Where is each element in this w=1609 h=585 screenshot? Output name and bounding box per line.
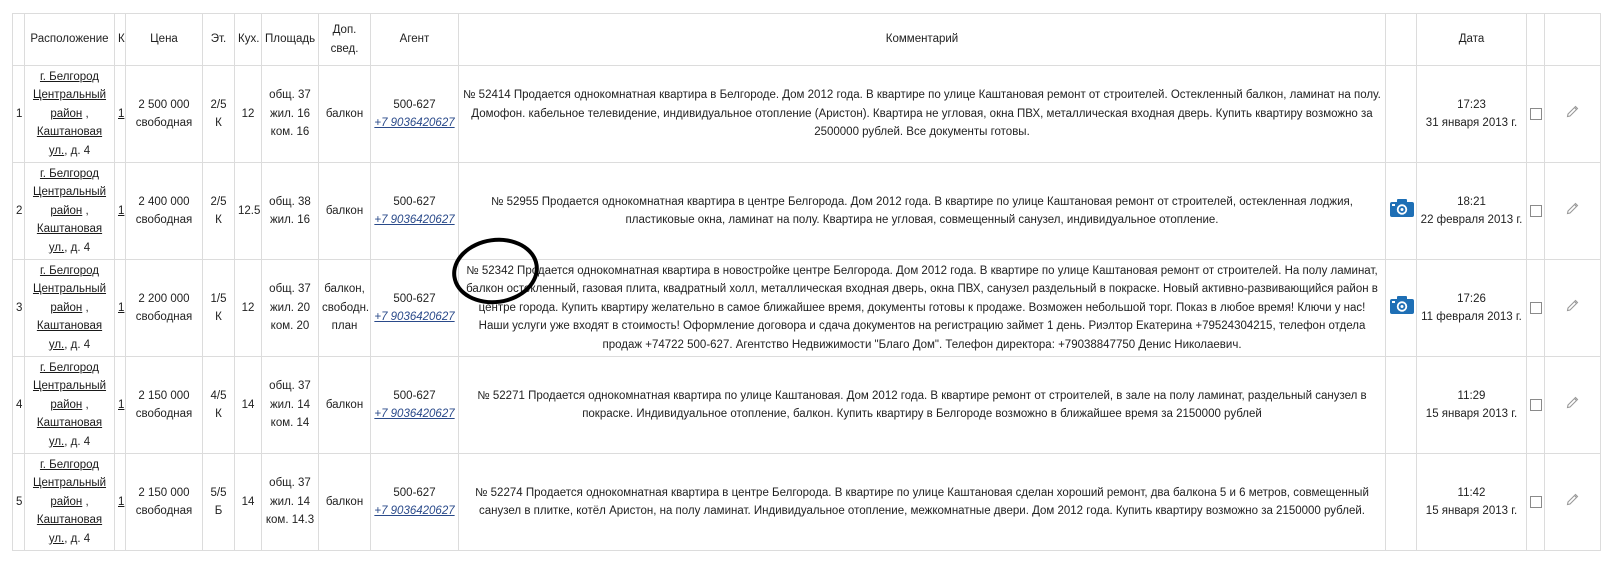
location-comma: ,	[85, 495, 89, 508]
kitchen-cell: 12	[235, 66, 262, 163]
header-agent[interactable]: Агент	[371, 14, 459, 66]
comment-cell: № 52342 Продается однокомнатная квартира в новостройке центре Белгорода. Дом 2012 года. В квартире по улице Каштановая ремонт от строителей. На полу ламинат, балкон остекленный, газовая плита, квадратный холл, металлическая входная дверь, окна ПВХ, санузел раздельный в покраске. Новый активно-развивающийся район в центре города. Купить квартиру желательно в самое ближайшее время, документы готовы к продаже. Возможен небольшой торг. Показ в любое время! Ключи у нас! Наши услуги уже входят в стоимость! Оформление договора и сдача документов на регистрацию займет 1 день. Риэлтор Екатерина +79524304215, телефон отдела продаж +74722 500-627. Агентство Недвижимости "Благо Дом". Телефон директора: +79038847750 Денис Николаевич.	[459, 260, 1386, 357]
camera-icon[interactable]	[1389, 295, 1415, 322]
district-link[interactable]	[33, 380, 106, 411]
actions-cell	[1545, 163, 1601, 260]
header-rooms[interactable]: К	[115, 14, 126, 66]
floor-cell: 1/5 К	[203, 260, 235, 357]
price-cell	[126, 357, 203, 454]
actions-cell	[1545, 260, 1601, 357]
price-note: свободная	[135, 408, 193, 420]
header-floor[interactable]: Эт.	[203, 14, 235, 66]
district-line2: район	[50, 495, 83, 508]
area-cell	[262, 66, 319, 163]
location-comma: ,	[85, 204, 89, 217]
area-cell	[262, 454, 319, 551]
price-cell	[126, 260, 203, 357]
date-cell	[1417, 260, 1527, 357]
row-number: 5	[13, 454, 25, 551]
location-cell	[25, 454, 115, 551]
actions-cell	[1545, 66, 1601, 163]
rooms-link[interactable]: 1	[118, 495, 125, 508]
street-line2: ул.	[48, 241, 65, 254]
price-cell	[126, 454, 203, 551]
select-cell	[1527, 163, 1545, 260]
header-photo	[1386, 14, 1417, 66]
district-line1: Центральный	[32, 477, 107, 490]
pencil-icon[interactable]	[1566, 201, 1580, 222]
price-cell	[126, 66, 203, 163]
price-value: 2 500 000	[138, 98, 190, 111]
district-line2: район	[50, 398, 83, 411]
location-cell	[25, 357, 115, 454]
kitchen-cell: 14	[235, 357, 262, 454]
house-number: , д. 4	[64, 532, 91, 545]
extra-cell	[319, 163, 371, 260]
area-living: жил. 20	[269, 301, 310, 314]
kitchen-cell: 12	[235, 260, 262, 357]
table-header-row	[13, 14, 1601, 66]
photo-cell	[1386, 163, 1417, 260]
floor-cell: 2/5 К	[203, 163, 235, 260]
select-cell	[1527, 66, 1545, 163]
area-cell	[262, 163, 319, 260]
header-comment: Комментарий	[459, 14, 1386, 66]
photo-cell	[1386, 357, 1417, 454]
area-room: ком. 20	[270, 320, 310, 333]
rooms-cell	[115, 357, 126, 454]
extra-line1: балкон,	[324, 283, 365, 296]
street-line1: Каштановая	[36, 320, 103, 333]
post-time: 11:42	[1457, 486, 1486, 499]
street-line2: ул.	[48, 338, 65, 351]
district-line1: Центральный	[32, 186, 107, 199]
location-comma: ,	[85, 398, 89, 411]
extra-line1: балкон	[325, 495, 364, 508]
date-cell	[1417, 163, 1527, 260]
row-number: 2	[13, 163, 25, 260]
district-line1: Центральный	[32, 283, 107, 296]
post-time: 18:21	[1457, 195, 1486, 208]
row-number: 3	[13, 260, 25, 357]
table-row	[13, 66, 1601, 163]
comment-cell: № 52414 Продается однокомнатная квартира в Белгороде. Дом 2012 года. В квартире по улице Каштановая ремонт от строителей. Остекленный балкон, ламинат на полу. Домофон. кабельное телевидение, индивидуальное отопление (Аристон). Квартира не угловая, окна ПВХ, металлическая входная дверь. Купить квартиру возможно за 2500000 рублей. Все документы готовы.	[459, 66, 1386, 163]
street-line1: Каштановая	[36, 514, 103, 527]
rooms-cell	[115, 260, 126, 357]
header-kitchen[interactable]: Кух.	[235, 14, 262, 66]
extra-line1: балкон	[325, 204, 364, 217]
rooms-cell	[115, 454, 126, 551]
price-note: свободная	[135, 117, 193, 129]
select-cell	[1527, 357, 1545, 454]
table-row	[13, 163, 1601, 260]
camera-icon[interactable]	[1389, 198, 1415, 225]
agent-cell	[371, 163, 459, 260]
select-checkbox[interactable]	[1530, 108, 1542, 120]
location-comma: ,	[85, 107, 89, 120]
area-cell	[262, 260, 319, 357]
select-checkbox[interactable]	[1530, 205, 1542, 217]
district-line1: Центральный	[32, 380, 107, 393]
street-line1: Каштановая	[36, 417, 103, 430]
city-link[interactable]: г. Белгород	[39, 264, 100, 277]
comment-cell: № 52274 Продается однокомнатная квартира в центре Белгорода. В квартире по улице Каштановая сделан хороший ремонт, два балкона 5 и 6 метров, совмещенный санузел в плитке, котёл Аристон, на полу ламинат. Индивидуальное отопление, межкомнатные двери. Дом 2012 года. Купить квартиру возможно за 2150000 рублей.	[459, 454, 1386, 551]
agent-phone-link[interactable]: +7 9036420627	[374, 408, 455, 420]
select-checkbox[interactable]	[1530, 496, 1542, 508]
header-price[interactable]: Цена	[126, 14, 203, 66]
header-num	[13, 14, 25, 66]
header-location[interactable]: Расположение	[25, 14, 115, 66]
pencil-icon[interactable]	[1566, 104, 1580, 125]
post-date: 15 января 2013 г.	[1425, 505, 1518, 517]
price-value: 2 400 000	[138, 195, 190, 208]
post-date: 15 января 2013 г.	[1425, 408, 1518, 420]
photo-cell	[1386, 260, 1417, 357]
floor-cell: 5/5 Б	[203, 454, 235, 551]
select-checkbox[interactable]	[1530, 399, 1542, 411]
street-line1: Каштановая	[36, 223, 103, 236]
agent-phone-link[interactable]: +7 9036420627	[374, 117, 455, 129]
district-link[interactable]	[33, 477, 106, 508]
area-living: жил. 14	[269, 495, 310, 508]
header-date[interactable]: Дата	[1417, 14, 1527, 66]
location-cell	[25, 260, 115, 357]
rooms-link[interactable]: 1	[118, 398, 125, 411]
price-note: свободная	[135, 505, 193, 517]
area-living: жил. 16	[269, 214, 310, 226]
city-link[interactable]: г. Белгород	[39, 458, 100, 471]
row-number: 4	[13, 357, 25, 454]
post-time: 17:26	[1457, 292, 1486, 305]
city-link[interactable]: г. Белгород	[39, 70, 100, 83]
extra-cell	[319, 357, 371, 454]
select-cell	[1527, 260, 1545, 357]
location-comma: ,	[85, 301, 89, 314]
agent-code: 500-627	[393, 195, 436, 208]
district-line1: Центральный	[32, 89, 107, 102]
extra-line1: балкон	[325, 107, 364, 120]
photo-cell	[1386, 66, 1417, 163]
listings-table	[12, 13, 1601, 551]
row-number: 1	[13, 66, 25, 163]
area-living: жил. 16	[269, 107, 310, 120]
area-living: жил. 14	[269, 398, 310, 411]
house-number: , д. 4	[64, 144, 91, 157]
area-total: общ. 37	[269, 380, 311, 393]
date-cell	[1417, 454, 1527, 551]
agent-cell	[371, 260, 459, 357]
house-number: , д. 4	[64, 338, 91, 351]
area-room: ком. 14	[270, 417, 310, 430]
agent-code: 500-627	[393, 486, 436, 499]
header-actions	[1545, 14, 1601, 66]
street-line2: ул.	[48, 532, 65, 545]
table-row	[13, 260, 1601, 357]
floor-cell: 2/5 К	[203, 66, 235, 163]
location-cell	[25, 66, 115, 163]
agent-cell	[371, 357, 459, 454]
comment-cell: № 52955 Продается однокомнатная квартира в центре Белгорода. Дом 2012 года. В квартире по улице Каштановая ремонт от строителей, остекленная лоджия, пластиковые окна, ламинат на полу. Квартира не угловая, совмещенный санузел, индивидуальное отопление.	[459, 163, 1386, 260]
extra-line2: свободн.	[322, 301, 370, 314]
post-time: 11:29	[1457, 389, 1486, 402]
agent-cell	[371, 454, 459, 551]
agent-cell	[371, 66, 459, 163]
price-value: 2 150 000	[138, 389, 190, 402]
rooms-link[interactable]: 1	[118, 301, 125, 314]
select-cell	[1527, 454, 1545, 551]
area-total: общ. 37	[269, 477, 311, 490]
district-link[interactable]	[33, 283, 106, 314]
rooms-cell	[115, 163, 126, 260]
table-row	[13, 357, 1601, 454]
rooms-cell	[115, 66, 126, 163]
price-note: свободная	[135, 311, 193, 323]
agent-phone-link[interactable]: +7 9036420627	[374, 505, 455, 517]
actions-cell	[1545, 357, 1601, 454]
agent-code: 500-627	[393, 98, 436, 111]
pencil-icon[interactable]	[1566, 395, 1580, 416]
price-cell	[126, 163, 203, 260]
header-extra[interactable]: Доп. свед.	[319, 14, 371, 66]
district-line2: район	[50, 204, 83, 217]
house-number: , д. 4	[64, 241, 91, 254]
district-line2: район	[50, 107, 83, 120]
date-cell	[1417, 66, 1527, 163]
rooms-link[interactable]: 1	[118, 204, 125, 217]
comment-cell: № 52271 Продается однокомнатная квартира по улице Каштановая. Дом 2012 года. В квартире ремонт от строителей, в зале на полу ламинат, раздельный санузел в покраске. Индивидуальное отопление, балкон. Купить квартиру в Белгороде возможно в ближайшее время за 2150000 рублей	[459, 357, 1386, 454]
price-note: свободная	[135, 214, 193, 226]
pencil-icon[interactable]	[1566, 492, 1580, 513]
district-link[interactable]	[33, 186, 106, 217]
city-link[interactable]: г. Белгород	[39, 361, 100, 374]
agent-phone-link[interactable]: +7 9036420627	[374, 214, 455, 226]
street-line2: ул.	[48, 144, 65, 157]
district-link[interactable]	[33, 89, 106, 120]
agent-phone-link[interactable]: +7 9036420627	[374, 311, 455, 323]
city-link[interactable]: г. Белгород	[39, 167, 100, 180]
street-line2: ул.	[48, 435, 65, 448]
extra-line3: план	[331, 320, 358, 333]
floor-cell: 4/5 К	[203, 357, 235, 454]
extra-line1: балкон	[325, 398, 364, 411]
kitchen-cell: 12.5	[235, 163, 262, 260]
street-line1: Каштановая	[36, 126, 103, 139]
area-room: ком. 16	[270, 126, 310, 139]
rooms-link[interactable]: 1	[118, 107, 125, 120]
kitchen-cell: 14	[235, 454, 262, 551]
extra-cell	[319, 260, 371, 357]
header-area[interactable]: Площадь	[262, 14, 319, 66]
post-time: 17:23	[1457, 98, 1486, 111]
area-total: общ. 37	[269, 283, 311, 296]
location-cell	[25, 163, 115, 260]
date-cell	[1417, 357, 1527, 454]
agent-code: 500-627	[393, 292, 436, 305]
post-date: 22 февраля 2013 г.	[1420, 214, 1523, 226]
agent-code: 500-627	[393, 389, 436, 402]
area-total: общ. 37	[269, 89, 311, 102]
area-cell	[262, 357, 319, 454]
post-date: 31 января 2013 г.	[1425, 117, 1518, 129]
price-value: 2 200 000	[138, 292, 190, 305]
price-value: 2 150 000	[138, 486, 190, 499]
area-total: общ. 38	[269, 195, 311, 208]
pencil-icon[interactable]	[1566, 298, 1580, 319]
post-date: 11 февраля 2013 г.	[1421, 311, 1522, 323]
house-number: , д. 4	[64, 435, 91, 448]
header-select	[1527, 14, 1545, 66]
area-room: ком. 14.3	[265, 514, 315, 527]
district-line2: район	[50, 301, 83, 314]
actions-cell	[1545, 454, 1601, 551]
extra-cell	[319, 454, 371, 551]
table-row	[13, 454, 1601, 551]
photo-cell	[1386, 454, 1417, 551]
extra-cell	[319, 66, 371, 163]
select-checkbox[interactable]	[1530, 302, 1542, 314]
